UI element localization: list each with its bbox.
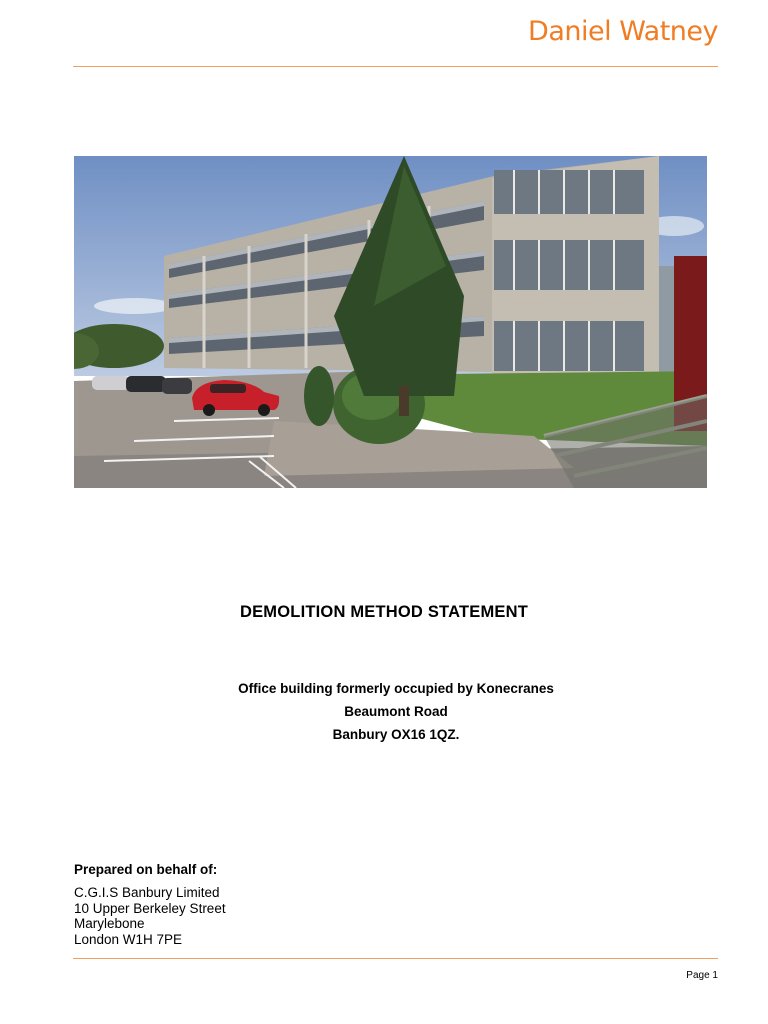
client-address-line: London W1H 7PE <box>74 931 183 947</box>
header-divider <box>73 66 718 67</box>
cover-photo <box>74 156 707 488</box>
site-address-line: Banbury OX16 1QZ. <box>332 727 460 742</box>
client-address-line: Marylebone <box>74 916 145 932</box>
page-number: Page 1 <box>686 970 718 981</box>
footer-divider <box>73 958 718 959</box>
prepared-for-heading: Prepared on behalf of: <box>74 862 218 877</box>
site-address-line: Beaumont Road <box>344 704 448 719</box>
site-address-line: Office building formerly occupied by Konecranes <box>238 681 554 696</box>
daniel-watney-logo: Daniel Watney <box>528 16 718 47</box>
client-address-line: C.G.I.S Banbury Limited <box>74 885 220 900</box>
client-address-line: 10 Upper Berkeley Street <box>74 900 226 916</box>
client-address <box>74 885 226 947</box>
document-title: DEMOLITION METHOD STATEMENT <box>239 603 529 621</box>
site-address <box>0 677 768 746</box>
